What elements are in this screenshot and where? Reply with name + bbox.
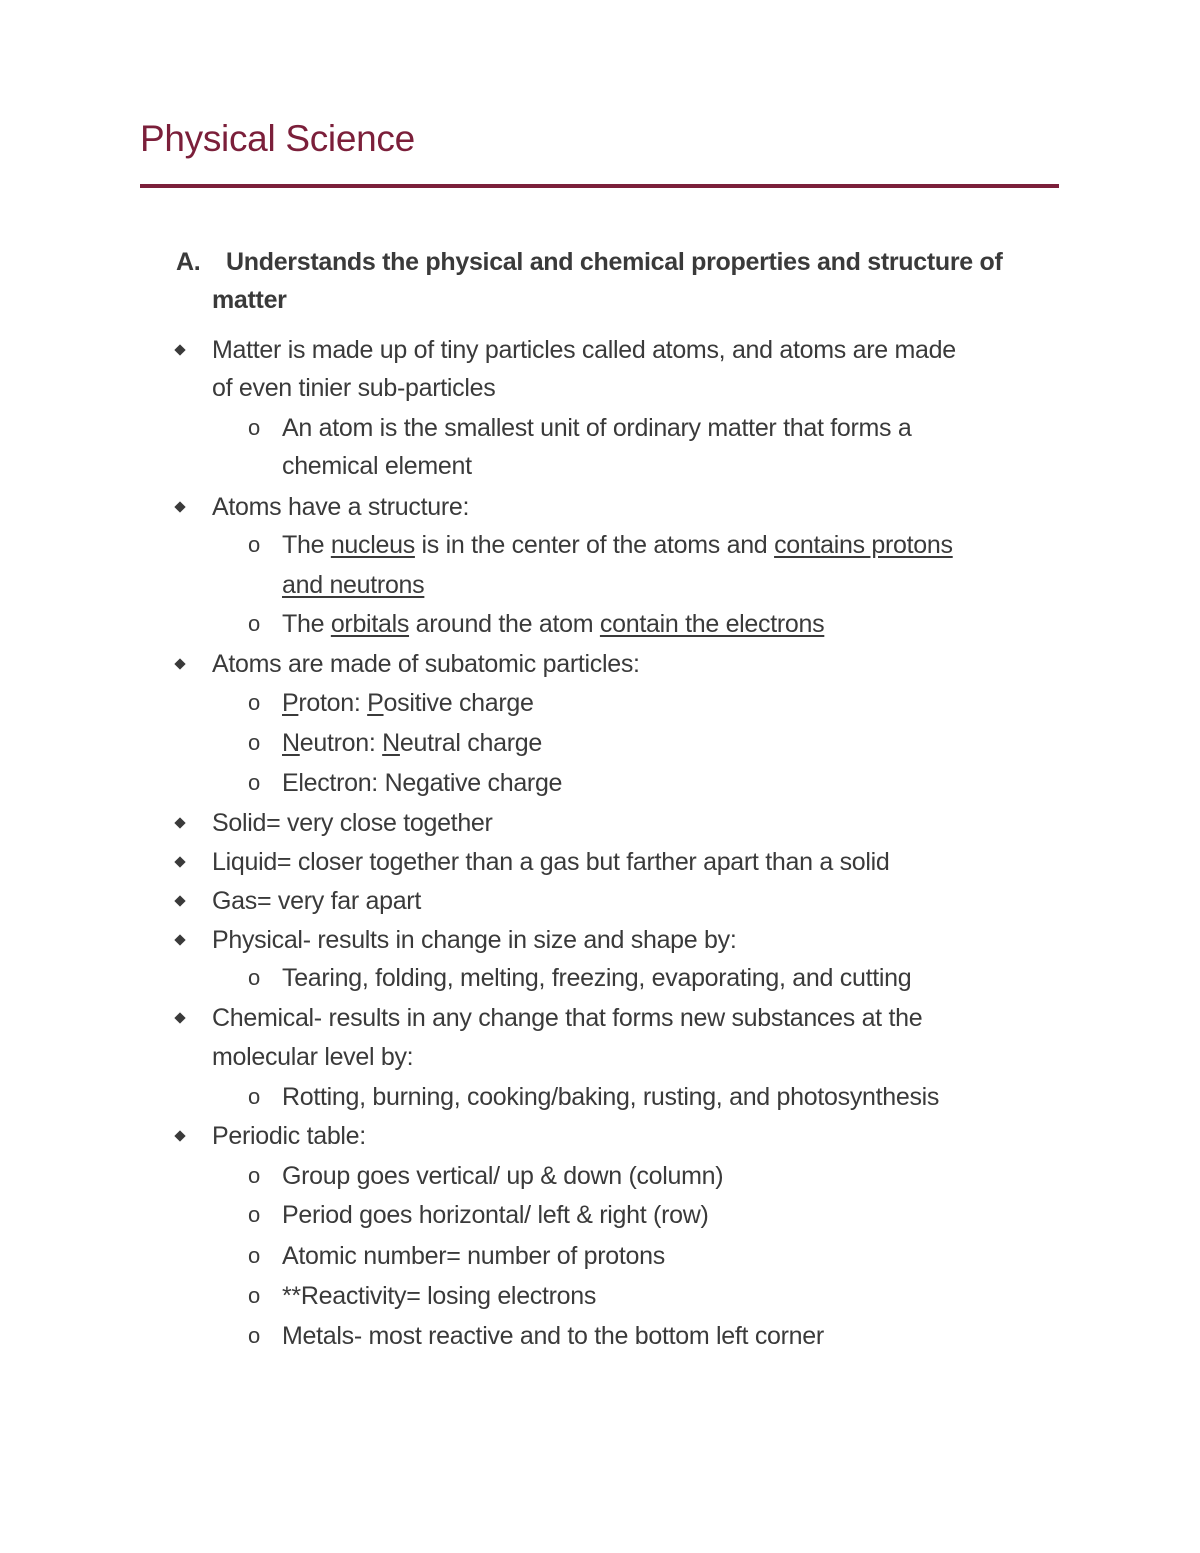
text-run: The (282, 531, 331, 559)
list-item: Periodic table: (212, 1122, 366, 1150)
sub-list-item: Metals- most reactive and to the bottom left corner (282, 1322, 824, 1350)
bullet-marker (175, 345, 187, 357)
sub-list-item: Group goes vertical/ up & down (column) (282, 1162, 724, 1190)
list-item: Atoms have a structure: (212, 493, 470, 521)
sub-list-item: Atomic number= number of protons (282, 1242, 665, 1270)
list-item: Gas= very far apart (212, 887, 421, 915)
sub-bullet-marker: o (248, 690, 261, 715)
text-run: roton: (298, 689, 368, 717)
underlined-phrase: and neutrons (282, 571, 425, 599)
sub-bullet-marker: o (248, 1084, 261, 1109)
text-run: The (282, 610, 331, 638)
sub-bullet-marker: o (248, 532, 261, 557)
list-item-continuation: molecular level by: (212, 1043, 414, 1071)
sub-list-item: **Reactivity= losing electrons (282, 1282, 597, 1310)
underlined-term: orbitals (330, 610, 410, 638)
sub-list-item (282, 724, 542, 762)
list-item: Solid= very close together (212, 809, 493, 837)
underlined-phrase: contain the electrons (599, 610, 825, 638)
underlined-letter: N (282, 729, 300, 757)
sub-bullet-marker: o (248, 415, 261, 440)
list-item-continuation: of even tinier sub-particles (212, 374, 496, 402)
text-run: around the atom (409, 610, 600, 638)
text-run: ositive charge (383, 689, 534, 717)
list-item: Physical- results in change in size and shape by: (212, 926, 737, 954)
sub-list-item (282, 605, 824, 643)
list-item: Matter is made up of tiny particles called atoms, and atoms are made (212, 336, 956, 364)
sub-bullet-marker: o (248, 965, 261, 990)
bullet-marker (175, 818, 187, 830)
sub-list-item: Electron: Negative charge (282, 769, 563, 797)
sub-list-item-continuation: chemical element (282, 452, 472, 480)
section-heading (176, 243, 1046, 319)
bullet-marker (175, 1013, 187, 1025)
sub-list-item: Tearing, folding, melting, freezing, evaporating, and cutting (282, 964, 912, 992)
list-item: Atoms are made of subatomic particles: (212, 650, 640, 678)
bullet-marker (175, 896, 187, 908)
bullet-marker (175, 659, 187, 671)
section-heading-line1: Understands the physical and chemical properties and structure of (226, 248, 1003, 276)
sub-bullet-marker: o (248, 1163, 261, 1188)
section-heading-line2: matter (212, 286, 287, 314)
sub-list-item (282, 526, 953, 564)
list-item: Chemical- results in any change that forms new substances at the (212, 1004, 923, 1032)
underlined-letter: P (367, 689, 384, 717)
sub-bullet-marker: o (248, 611, 261, 636)
text-run: is in the center of the atoms and (414, 531, 775, 559)
sub-bullet-marker: o (248, 770, 261, 795)
sub-bullet-marker: o (248, 1243, 261, 1268)
bullet-marker (175, 935, 187, 947)
underlined-phrase: contains protons (774, 531, 953, 559)
bullet-marker (175, 857, 187, 869)
sub-list-item: An atom is the smallest unit of ordinary matter that forms a (282, 414, 912, 442)
section-letter: A. (176, 248, 201, 276)
sub-bullet-marker: o (248, 1283, 261, 1308)
bullet-marker (175, 502, 187, 514)
text-run: eutron: (299, 729, 383, 757)
sub-list-item: Rotting, burning, cooking/baking, rusting, and photosynthesis (282, 1083, 940, 1111)
sub-list-item: Period goes horizontal/ left & right (row) (282, 1201, 709, 1229)
page-title: Physical Science (140, 118, 415, 159)
sub-bullet-marker: o (248, 730, 261, 755)
title-rule (140, 184, 1059, 188)
sub-list-item-continuation (282, 566, 424, 604)
sub-bullet-marker: o (248, 1202, 261, 1227)
bullet-marker (175, 1131, 187, 1143)
list-item: Liquid= closer together than a gas but farther apart than a solid (212, 848, 890, 876)
underlined-letter: N (382, 729, 400, 757)
text-run: eutral charge (399, 729, 542, 757)
underlined-letter: P (282, 689, 299, 717)
underlined-term: nucleus (330, 531, 415, 559)
sub-list-item (282, 684, 534, 722)
sub-bullet-marker: o (248, 1323, 261, 1348)
